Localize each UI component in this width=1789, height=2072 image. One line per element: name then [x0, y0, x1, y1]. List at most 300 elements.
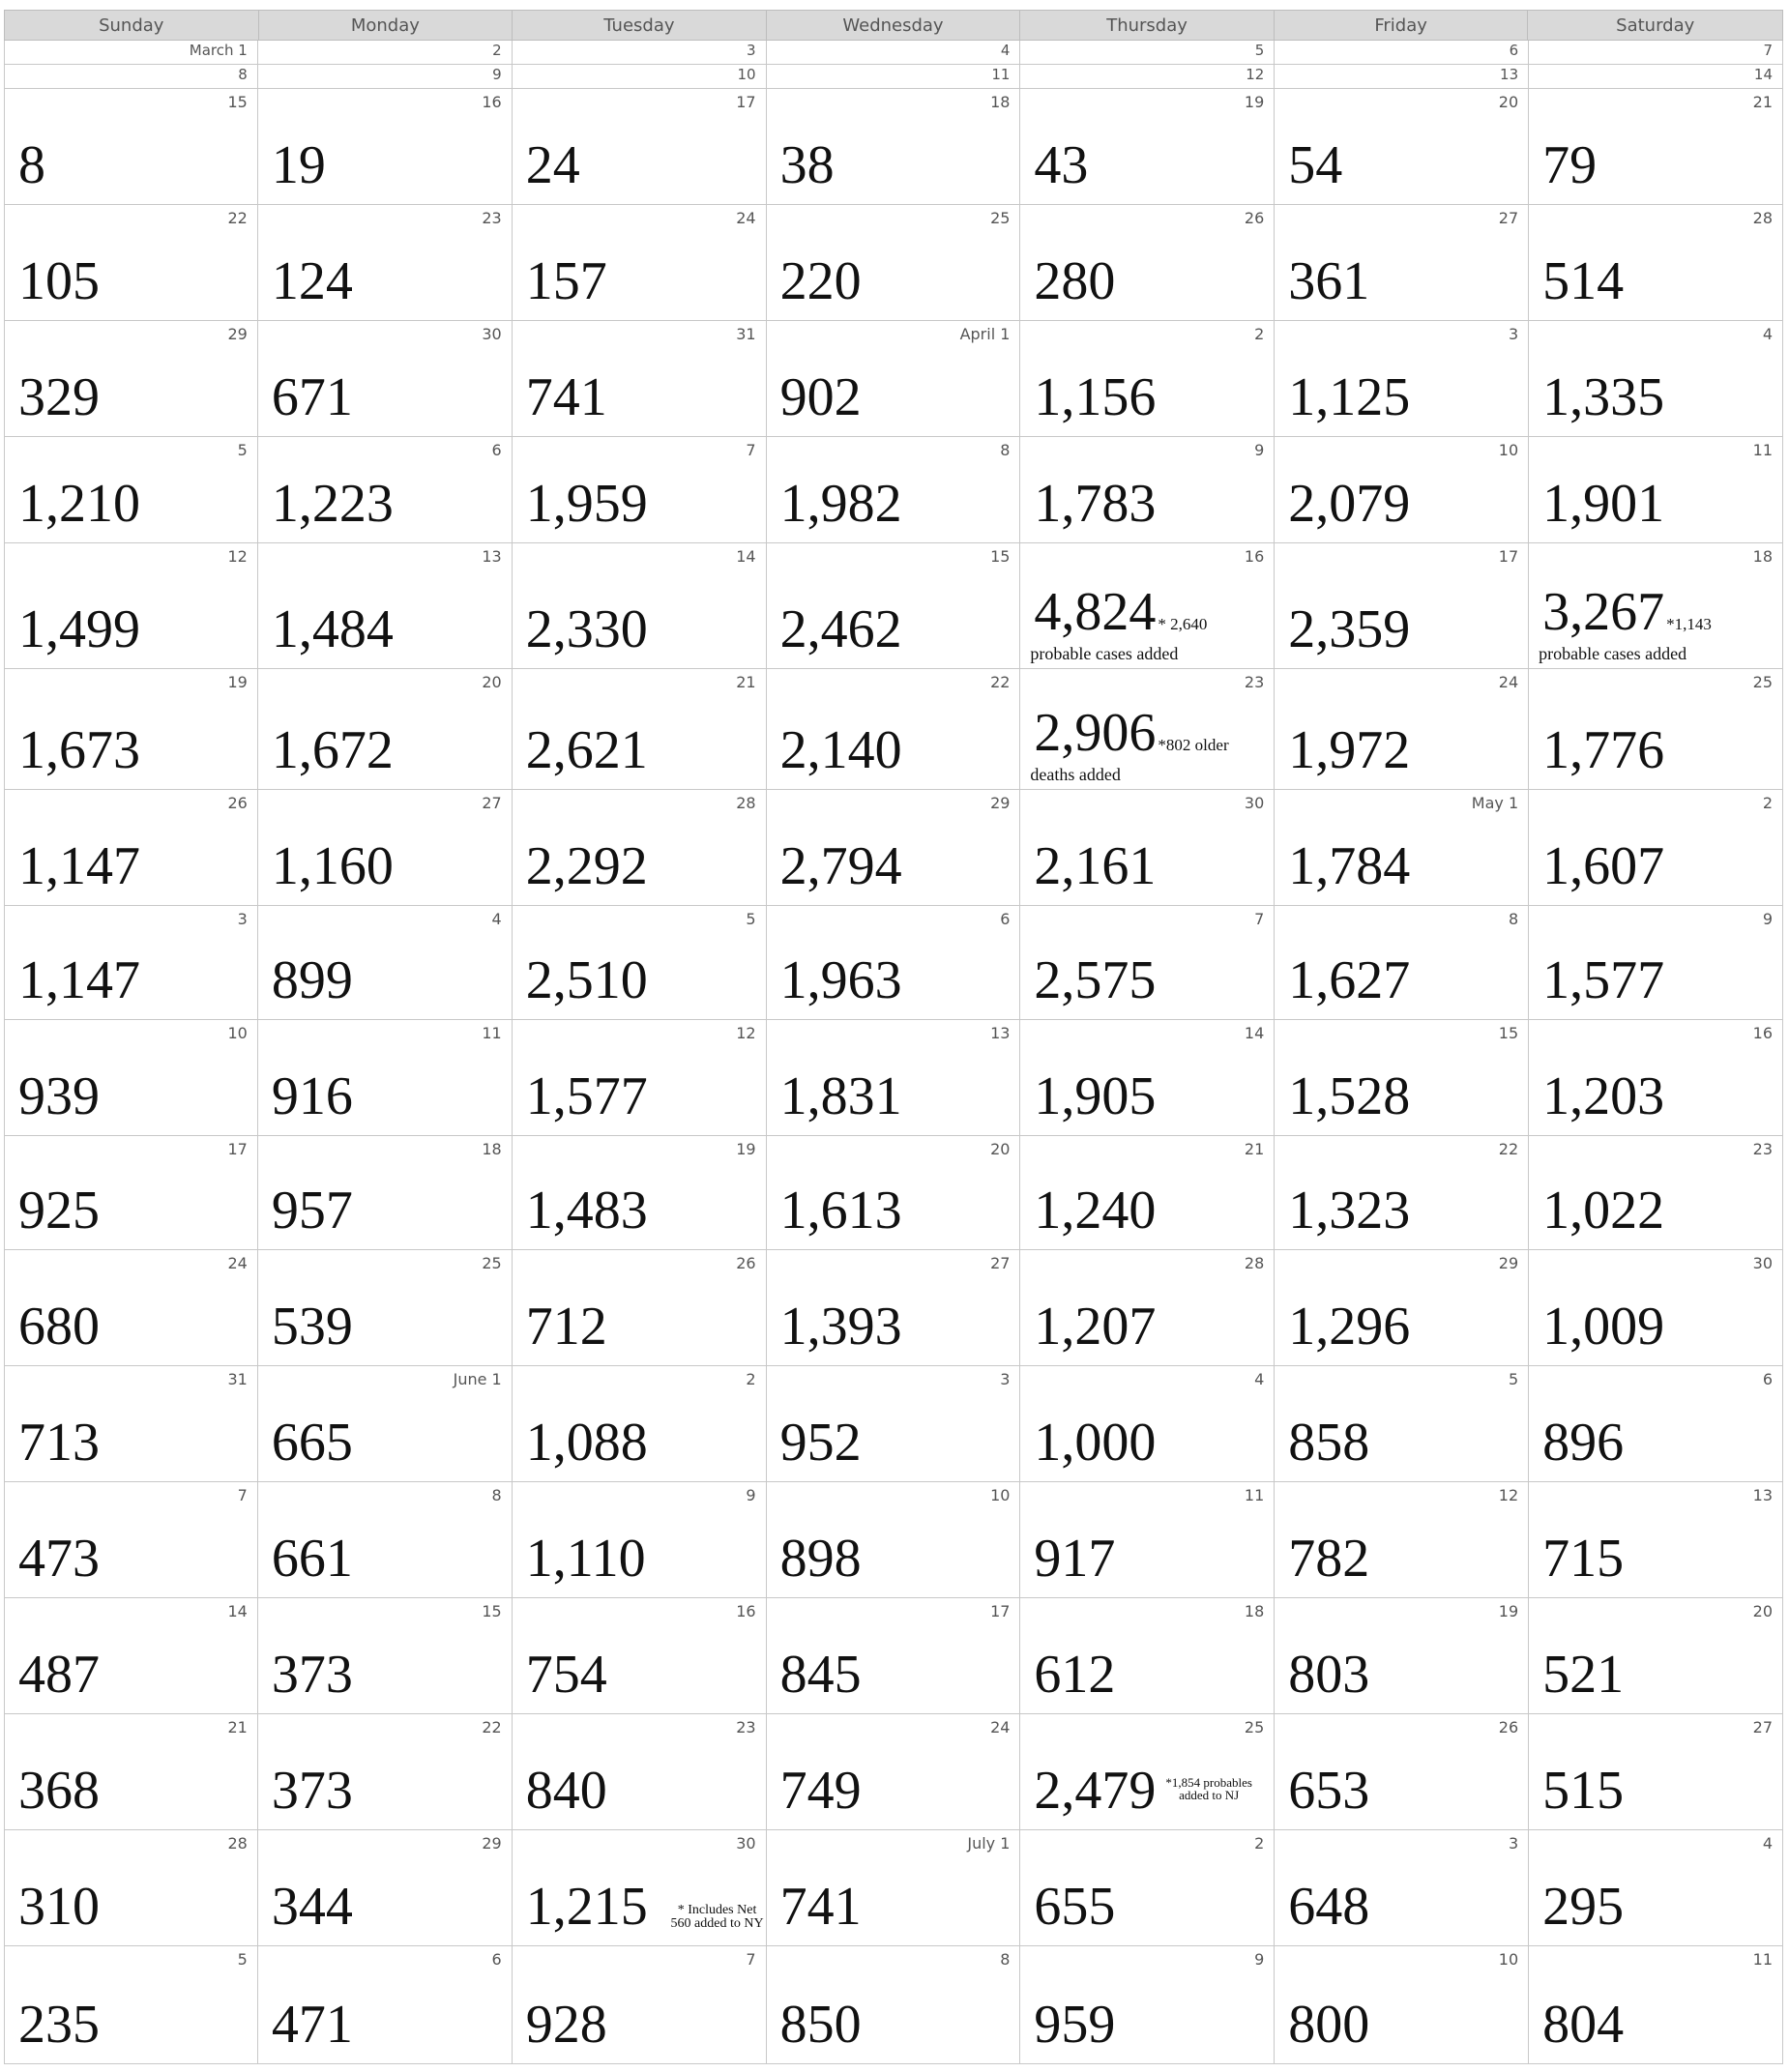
day-cell [258, 543, 513, 669]
count-value: 858 [1288, 1413, 1370, 1473]
day-number: 25 [1244, 1718, 1265, 1736]
day-number: 16 [736, 1602, 756, 1620]
day-number: 28 [227, 1834, 248, 1853]
day-cell [513, 790, 767, 906]
week-row [4, 205, 1783, 321]
count-value: 1,125 [1288, 367, 1411, 427]
daily-count [1288, 251, 1370, 311]
day-cell [513, 1482, 767, 1598]
week-row [4, 1482, 1783, 1598]
day-number: 2 [1254, 325, 1265, 343]
week-row [4, 1598, 1783, 1714]
week-row [4, 65, 1783, 89]
day-cell [1529, 205, 1783, 321]
day-cell [767, 543, 1021, 669]
footnote-line: 560 added to NY [670, 1916, 764, 1932]
daily-count [779, 720, 902, 780]
calendar [4, 10, 1783, 2064]
day-cell [767, 1136, 1021, 1250]
daily-count [18, 1297, 100, 1357]
day-cell [1020, 65, 1275, 89]
day-number: 9 [1254, 1950, 1265, 1969]
day-number: 16 [1752, 1024, 1773, 1042]
count-value: 896 [1542, 1413, 1625, 1473]
weekday-sunday: Sunday [5, 11, 259, 40]
day-number: 19 [1244, 93, 1265, 111]
day-cell [1529, 790, 1783, 906]
daily-count [18, 1877, 100, 1937]
daily-count [1288, 367, 1411, 427]
day-cell [767, 1946, 1021, 2064]
day-cell [4, 437, 258, 543]
count-value: 2,161 [1034, 836, 1157, 896]
day-cell [1275, 1250, 1529, 1366]
day-cell [1020, 1714, 1275, 1830]
week-row [4, 543, 1783, 669]
daily-count [1034, 1066, 1157, 1126]
count-value: 2,575 [1034, 950, 1157, 1010]
day-number: 21 [1752, 93, 1773, 111]
count-value: 1,022 [1542, 1181, 1665, 1240]
day-cell [258, 1714, 513, 1830]
day-cell [767, 1482, 1021, 1598]
day-number: 12 [1246, 66, 1265, 83]
day-cell [513, 65, 767, 89]
count-value: 665 [271, 1413, 353, 1473]
day-number: 20 [482, 673, 502, 691]
count-value: 939 [18, 1066, 100, 1126]
count-value: 661 [271, 1529, 353, 1589]
week-row [4, 906, 1783, 1020]
day-number: 6 [1509, 42, 1519, 59]
count-value: 850 [779, 1995, 862, 2055]
day-number: 10 [737, 66, 756, 83]
day-cell [1020, 89, 1275, 205]
day-number: 8 [1000, 441, 1011, 459]
count-value: 2,462 [779, 599, 902, 659]
count-value: 1,627 [1288, 950, 1411, 1010]
count-value: 1,215 [525, 1877, 648, 1937]
week-row [4, 1830, 1783, 1946]
daily-count [1288, 1995, 1370, 2055]
day-cell [767, 1250, 1021, 1366]
day-cell [1020, 543, 1275, 669]
day-number: 22 [1498, 1140, 1519, 1158]
count-value: 804 [1542, 1995, 1625, 2055]
count-value: 2,079 [1288, 474, 1411, 534]
count-value: 1,393 [779, 1297, 902, 1357]
week-row [4, 1136, 1783, 1250]
day-number: 23 [1244, 673, 1265, 691]
day-cell [258, 790, 513, 906]
daily-count [780, 1183, 902, 1238]
day-number: 14 [1244, 1024, 1265, 1042]
day-number: 30 [1752, 1254, 1773, 1272]
daily-count [1034, 1995, 1116, 2055]
count-value: 800 [1288, 1995, 1370, 2055]
day-cell [1020, 205, 1275, 321]
day-number: 11 [991, 66, 1011, 83]
day-cell [1529, 1946, 1783, 2064]
count-value: 310 [18, 1877, 100, 1937]
day-number: 23 [1752, 1140, 1773, 1158]
count-value: 295 [1542, 1877, 1625, 1937]
day-cell [1275, 1714, 1529, 1830]
daily-count [271, 367, 353, 427]
daily-count [1034, 1761, 1157, 1821]
count-value: 959 [1034, 1995, 1116, 2055]
day-cell [1529, 1366, 1783, 1482]
day-cell [1529, 543, 1783, 669]
day-number: 6 [1762, 1370, 1773, 1388]
daily-count [18, 720, 140, 780]
week-row [4, 1946, 1783, 2064]
day-number: 21 [1244, 1140, 1265, 1158]
day-number: 24 [990, 1718, 1011, 1736]
day-number: 4 [491, 910, 502, 928]
day-cell [1020, 669, 1275, 790]
daily-count [271, 836, 394, 896]
day-number: 5 [237, 1950, 248, 1969]
footnote-line: added to NJ [1179, 1788, 1240, 1803]
daily-count [779, 1297, 902, 1357]
day-cell [767, 1366, 1021, 1482]
daily-count [779, 1877, 862, 1937]
daily-count [18, 1761, 100, 1821]
count-value: 1,000 [1034, 1413, 1157, 1473]
day-cell [513, 205, 767, 321]
day-number: 30 [736, 1834, 756, 1853]
day-number: 25 [1752, 673, 1773, 691]
day-cell [1529, 1830, 1783, 1946]
day-cell [1275, 543, 1529, 669]
daily-count [18, 1995, 100, 2055]
footnote-marker: * 2,640 [1158, 615, 1208, 633]
day-cell [258, 1482, 513, 1598]
daily-count [1034, 703, 1229, 763]
daily-count [271, 950, 353, 1010]
daily-count [525, 367, 607, 427]
daily-count [1288, 1066, 1411, 1126]
day-cell [258, 669, 513, 790]
count-value: 1,577 [525, 1066, 648, 1126]
day-number: 29 [1498, 1254, 1519, 1272]
day-number: 4 [1762, 1834, 1773, 1853]
day-number: 22 [227, 209, 248, 227]
daily-count [1034, 950, 1157, 1010]
day-cell [1020, 1136, 1275, 1250]
day-cell [258, 65, 513, 89]
count-value: 2,140 [779, 720, 902, 780]
day-number: 4 [1254, 1370, 1265, 1388]
day-cell [513, 1366, 767, 1482]
day-number: 18 [1752, 547, 1773, 566]
count-value: 1,088 [525, 1413, 648, 1473]
count-value: 515 [1542, 1761, 1625, 1821]
day-number: 30 [482, 325, 502, 343]
day-cell [1020, 1366, 1275, 1482]
count-value: 1,147 [18, 950, 140, 1010]
daily-count [1034, 1529, 1116, 1589]
count-value: 1,528 [1288, 1066, 1411, 1126]
day-number: 3 [1508, 1834, 1519, 1853]
daily-count [1542, 474, 1665, 534]
daily-count [1288, 1183, 1410, 1238]
daily-count [1288, 1413, 1370, 1473]
count-value: 2,510 [525, 950, 648, 1010]
daily-count [779, 367, 862, 427]
daily-count [1288, 474, 1411, 534]
count-value: 157 [525, 251, 607, 311]
daily-count [18, 950, 140, 1010]
daily-count [18, 474, 140, 534]
day-cell [4, 543, 258, 669]
daily-count [1034, 1645, 1116, 1705]
count-value: 1,207 [1034, 1297, 1157, 1357]
day-cell [513, 437, 767, 543]
day-cell [513, 543, 767, 669]
count-value: 1,905 [1034, 1066, 1157, 1126]
day-number: 9 [492, 66, 502, 83]
count-value: 1,577 [1542, 950, 1665, 1010]
count-value: 1,203 [1542, 1066, 1665, 1126]
daily-count [271, 599, 394, 659]
footnote-marker: *1,143 [1666, 615, 1712, 633]
daily-count [1542, 1645, 1625, 1705]
daily-count [779, 599, 902, 659]
count-value: 79 [1542, 135, 1598, 195]
count-value: 521 [1542, 1645, 1625, 1705]
daily-count [779, 950, 902, 1010]
day-number: 13 [990, 1024, 1011, 1042]
day-number: 3 [1000, 1370, 1011, 1388]
count-value: 902 [779, 367, 862, 427]
daily-count [271, 135, 326, 195]
count-value: 473 [18, 1529, 100, 1589]
day-cell [258, 41, 513, 65]
week-row [4, 1366, 1783, 1482]
count-value: 957 [271, 1181, 353, 1240]
day-cell [513, 1830, 767, 1946]
daily-count [1542, 1529, 1625, 1589]
week-row [4, 321, 1783, 437]
day-cell [1529, 89, 1783, 205]
day-number: 6 [491, 441, 502, 459]
day-number: 17 [227, 1140, 248, 1158]
day-number: 3 [237, 910, 248, 928]
weekday-saturday: Saturday [1616, 15, 1695, 36]
day-cell [4, 41, 258, 65]
daily-count [271, 720, 394, 780]
day-number: 5 [1254, 42, 1265, 59]
daily-count [1034, 1297, 1157, 1357]
count-value: 24 [525, 135, 580, 195]
daily-count [1034, 836, 1157, 896]
day-cell [1529, 321, 1783, 437]
daily-count [779, 135, 835, 195]
day-number: 13 [482, 547, 502, 566]
daily-count [271, 1995, 353, 2055]
day-number: 30 [1244, 794, 1265, 812]
day-number: 17 [736, 93, 756, 111]
daily-count [1288, 950, 1411, 1010]
day-cell [1529, 1482, 1783, 1598]
footnote-line: * Includes Net [677, 1902, 757, 1917]
count-value: 715 [1542, 1529, 1625, 1589]
count-value: 1,672 [271, 720, 394, 780]
count-value: 43 [1034, 135, 1089, 195]
count-value: 344 [271, 1877, 353, 1937]
day-cell [513, 1136, 767, 1250]
day-cell [1275, 65, 1529, 89]
day-cell [4, 790, 258, 906]
week-row [4, 1250, 1783, 1366]
day-number: 26 [1244, 209, 1265, 227]
daily-count [779, 1645, 862, 1705]
day-number: 19 [736, 1140, 756, 1158]
day-cell [1020, 1482, 1275, 1598]
count-value: 1,147 [18, 836, 140, 896]
count-value: 2,292 [525, 836, 648, 896]
count-value: 754 [525, 1645, 607, 1705]
count-value: 2,479 [1034, 1761, 1157, 1821]
daily-count [18, 1413, 100, 1473]
footnote-text: probable cases added [1539, 644, 1687, 663]
day-number: 24 [227, 1254, 248, 1272]
day-number: 28 [1244, 1254, 1265, 1272]
daily-count [1542, 1297, 1665, 1357]
day-cell [4, 669, 258, 790]
count-value: 1,901 [1542, 474, 1665, 534]
daily-count [1034, 582, 1208, 642]
daily-count [1542, 1995, 1625, 2055]
day-cell [258, 1598, 513, 1714]
count-value: 917 [1034, 1529, 1116, 1589]
count-value: 2,621 [525, 720, 648, 780]
day-cell [1020, 321, 1275, 437]
day-number: 3 [1508, 325, 1519, 343]
count-value: 1,784 [1288, 836, 1411, 896]
day-cell [258, 1136, 513, 1250]
daily-count [1034, 1413, 1157, 1473]
day-number: 11 [1244, 1486, 1265, 1504]
daily-count [779, 836, 902, 896]
week-rows [4, 41, 1783, 2064]
daily-count [1542, 1183, 1664, 1238]
count-value: 845 [779, 1645, 862, 1705]
day-cell [4, 1714, 258, 1830]
day-number: 20 [990, 1140, 1011, 1158]
day-number: 8 [1508, 910, 1519, 928]
count-value: 3,267 [1542, 582, 1665, 642]
weekday-friday: Friday [1275, 11, 1529, 40]
daily-count [1542, 950, 1665, 1010]
count-value: 1,972 [1288, 720, 1411, 780]
day-number: 15 [482, 1602, 502, 1620]
day-number: 14 [227, 1602, 248, 1620]
day-number: 12 [227, 547, 248, 566]
daily-count [1034, 1183, 1156, 1238]
day-cell [513, 89, 767, 205]
count-value: 648 [1288, 1877, 1370, 1937]
day-cell [1020, 790, 1275, 906]
day-number: 2 [492, 42, 502, 59]
daily-count [18, 1645, 100, 1705]
day-cell [1529, 906, 1783, 1020]
day-number: 7 [237, 1486, 248, 1504]
weekday-tuesday: Tuesday [513, 11, 767, 40]
footnote-text: probable cases added [1030, 644, 1179, 663]
count-value: 680 [18, 1297, 100, 1357]
daily-count [1288, 1761, 1370, 1821]
daily-count [525, 1413, 648, 1473]
day-number: 17 [990, 1602, 1011, 1620]
day-number: May 1 [1471, 794, 1519, 812]
day-cell [767, 1830, 1021, 1946]
footnote-text [671, 1904, 764, 1932]
daily-count [1288, 135, 1343, 195]
daily-count [526, 1183, 648, 1238]
day-cell [1020, 1598, 1275, 1714]
day-cell [1275, 1946, 1529, 2064]
day-cell [258, 205, 513, 321]
day-cell [4, 1020, 258, 1136]
count-value: 655 [1034, 1877, 1116, 1937]
day-number: 7 [746, 441, 756, 459]
day-cell [1020, 1946, 1275, 2064]
daily-count [1034, 367, 1157, 427]
day-cell [1529, 1250, 1783, 1366]
day-number: 24 [1498, 673, 1519, 691]
daily-count [1542, 836, 1665, 896]
count-value: 54 [1288, 135, 1343, 195]
daily-count [1542, 367, 1665, 427]
daily-count [525, 599, 648, 659]
day-number: 2 [1762, 794, 1773, 812]
daily-count [18, 135, 45, 195]
day-cell [1275, 437, 1529, 543]
day-number: 5 [746, 910, 756, 928]
day-cell [4, 1366, 258, 1482]
daily-count [779, 1995, 862, 2055]
day-number: 21 [736, 673, 756, 691]
day-cell [513, 1598, 767, 1714]
day-cell [1275, 321, 1529, 437]
count-value: 1,963 [779, 950, 902, 1010]
day-cell [767, 669, 1021, 790]
count-value: 1,776 [1542, 720, 1665, 780]
count-value: 373 [271, 1645, 353, 1705]
day-number: 5 [1508, 1370, 1519, 1388]
count-value: 1,009 [1542, 1297, 1665, 1357]
day-number: 22 [482, 1718, 502, 1736]
day-number: 24 [736, 209, 756, 227]
daily-count [271, 1413, 353, 1473]
day-number: 27 [1752, 1718, 1773, 1736]
day-number: 13 [1500, 66, 1519, 83]
daily-count [271, 251, 353, 311]
footnote-text [1165, 1776, 1252, 1802]
day-number: 15 [227, 93, 248, 111]
daily-count [779, 1413, 862, 1473]
day-number: 14 [1753, 66, 1773, 83]
count-value: 1,110 [525, 1529, 646, 1589]
daily-count [1542, 251, 1625, 311]
daily-count [1542, 135, 1598, 195]
count-value: 928 [525, 1995, 607, 2055]
daily-count [779, 1066, 902, 1126]
day-cell [767, 65, 1021, 89]
